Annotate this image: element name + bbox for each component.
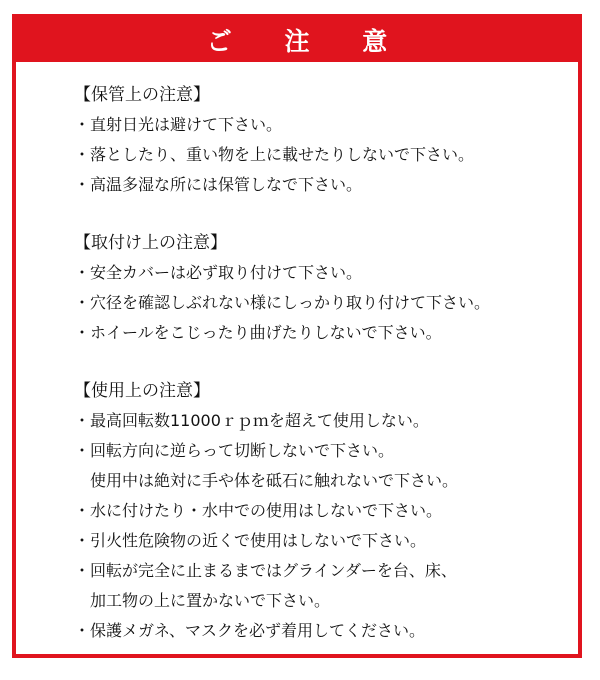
bullet-mark: ・ (74, 323, 91, 342)
list-item (74, 556, 558, 586)
section-heading: 【使用上の注意】 (74, 381, 210, 401)
title-banner (16, 18, 578, 62)
list-item-text: 水に付けたり・水中での使用はしないで下さい。 (90, 501, 443, 520)
bullet-mark: ・ (74, 145, 91, 164)
list-item (74, 616, 558, 646)
bullet-mark: ・ (74, 441, 91, 460)
section-mounting (74, 228, 558, 348)
list-item-text: 保護メガネ、マスクを必ず着用してください。 (90, 621, 426, 640)
list-item-text: 高温多湿な所には保管しなで下さい。 (90, 175, 363, 194)
list-item (74, 436, 558, 466)
list-item-text: 直射日光は避けて下さい。 (90, 115, 283, 134)
list-item-text: 安全カバーは必ず取り付けて下さい。 (90, 263, 363, 282)
list-item-text: 落としたり、重い物を上に載せたりしないで下さい。 (90, 145, 475, 164)
list-item (74, 406, 558, 436)
bullet-mark: ・ (74, 263, 91, 282)
bullet-mark: ・ (74, 531, 91, 550)
list-item-text: 引火性危険物の近くで使用はしないで下さい。 (90, 531, 427, 550)
bullet-mark: ・ (74, 293, 91, 312)
bullet-mark: ・ (74, 411, 91, 430)
list-item (74, 288, 558, 318)
bullet-mark: ・ (74, 115, 91, 134)
section-heading: 【取付け上の注意】 (74, 233, 227, 253)
list-item-continuation: 使用中は絶対に手や体を砥石に触れないで下さい。 (90, 471, 459, 490)
notice-title: ご 注 意 (206, 27, 410, 56)
list-item (74, 526, 558, 556)
list-item (74, 318, 558, 348)
bullet-mark: ・ (74, 621, 91, 640)
list-item-text: ホイールをこじったり曲げたりしないで下さい。 (90, 323, 442, 342)
list-item-text: 回転方向に逆らって切断しないで下さい。 (90, 441, 395, 460)
list-item-text: 回転が完全に止まるまではグラインダーを台、床、 (90, 561, 457, 580)
list-item (74, 140, 558, 170)
bullet-mark: ・ (74, 175, 91, 194)
list-item (74, 496, 558, 526)
list-item (74, 170, 558, 200)
list-item-text: 最高回転数11000ｒｐｍを超えて使用しない。 (90, 411, 429, 430)
list-item (74, 110, 558, 140)
notice-content (74, 80, 558, 646)
section-storage (74, 80, 558, 200)
section-heading: 【保管上の注意】 (74, 85, 210, 105)
notice-frame (12, 14, 582, 658)
list-item-continuation: 加工物の上に置かないで下さい。 (90, 591, 331, 610)
list-item-text: 穴径を確認しぶれない様にしっかり取り付けて下さい。 (90, 293, 491, 312)
section-usage (74, 376, 558, 646)
bullet-mark: ・ (74, 501, 91, 520)
list-item (74, 258, 558, 288)
bullet-mark: ・ (74, 561, 91, 580)
